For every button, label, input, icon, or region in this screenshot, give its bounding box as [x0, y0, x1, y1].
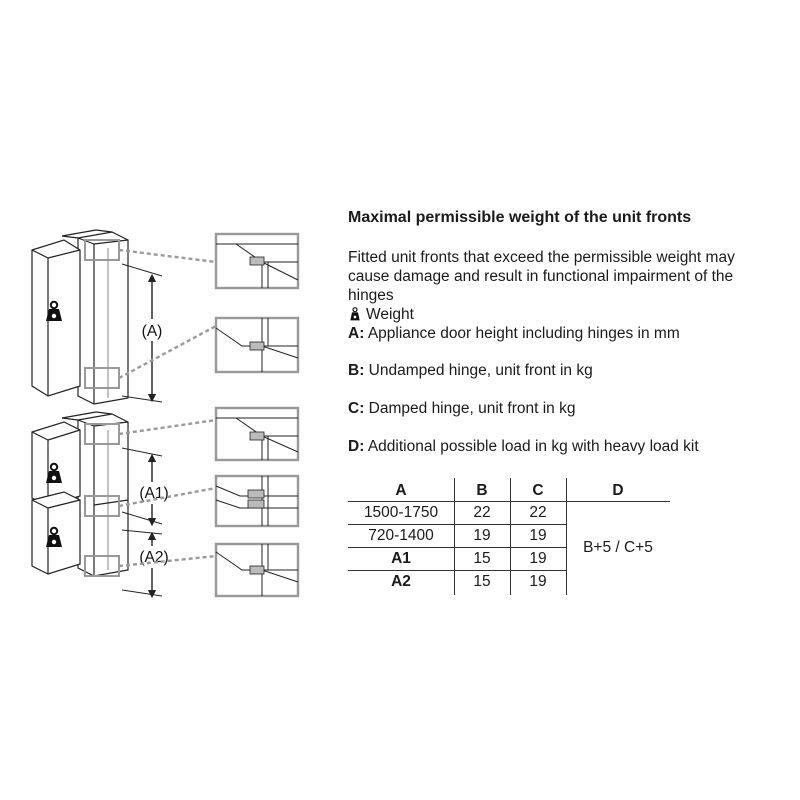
- cell-c: 19: [529, 550, 547, 567]
- legend-b: [348, 361, 593, 380]
- intro-line: hinges: [348, 287, 394, 304]
- cell-d-merged: B+5 / C+5: [583, 539, 653, 556]
- weight-icon: [348, 307, 362, 321]
- legend-key: B:: [348, 362, 365, 379]
- cell-c: 19: [529, 527, 547, 544]
- page-title: Maximal permissible weight of the unit fronts: [348, 209, 692, 226]
- cell-b: 19: [473, 527, 491, 544]
- cell-c: 19: [529, 573, 547, 590]
- hinge-detail-freezer-bottom: [216, 544, 298, 596]
- weight-table: [348, 478, 670, 595]
- legend-key: C:: [348, 400, 365, 417]
- cell-a: 1500-1750: [363, 504, 439, 521]
- intro-line: Fitted unit fronts that exceed the permissible weight may: [348, 249, 735, 266]
- installation-diagram: [0, 0, 340, 800]
- cell-b: 15: [473, 550, 491, 567]
- legend-text: Damped hinge, unit front in kg: [368, 400, 576, 417]
- hinge-detail-middle: [216, 476, 298, 526]
- legend-text: Undamped hinge, unit front in kg: [368, 362, 593, 379]
- table-rule: [348, 547, 566, 548]
- cell-c: 22: [529, 504, 547, 521]
- table-rule: [510, 478, 511, 595]
- legend-text: Additional possible load in kg with heavy load kit: [367, 438, 699, 455]
- legend-c: [348, 399, 575, 418]
- cell-b: 15: [473, 573, 491, 590]
- legend-d: [348, 437, 699, 456]
- legend-text: Appliance door height including hinges in mm: [367, 325, 680, 342]
- legend-key: D:: [348, 438, 365, 455]
- table-rule: [454, 478, 455, 595]
- table-rule: [348, 524, 566, 525]
- table-rule: [348, 501, 670, 502]
- dimension-label-a2: (A2): [139, 549, 169, 566]
- hinge-detail-top: [216, 234, 298, 288]
- legend-weight-label: Weight: [366, 306, 414, 323]
- legend-a: [348, 324, 680, 343]
- cell-a: A1: [391, 550, 411, 567]
- header-a: A: [395, 482, 407, 499]
- dimension-label-a: (A): [141, 323, 163, 340]
- cell-b: 22: [473, 504, 491, 521]
- header-c: C: [532, 482, 544, 499]
- table-rule: [348, 570, 566, 571]
- legend-weight: [348, 305, 414, 324]
- header-b: B: [476, 482, 488, 499]
- hinge-detail-fridge-top: [216, 408, 298, 460]
- dimension-label-a1: (A1): [139, 485, 169, 502]
- intro-text: [348, 248, 735, 305]
- table-rule: [566, 478, 567, 595]
- legend-key: A:: [348, 325, 365, 342]
- cell-a: 720-1400: [368, 527, 434, 544]
- intro-line: cause damage and result in functional impairment of the: [348, 268, 734, 285]
- hinge-detail-bottom: [216, 318, 298, 372]
- cell-a: A2: [391, 573, 411, 590]
- header-d: D: [612, 482, 624, 499]
